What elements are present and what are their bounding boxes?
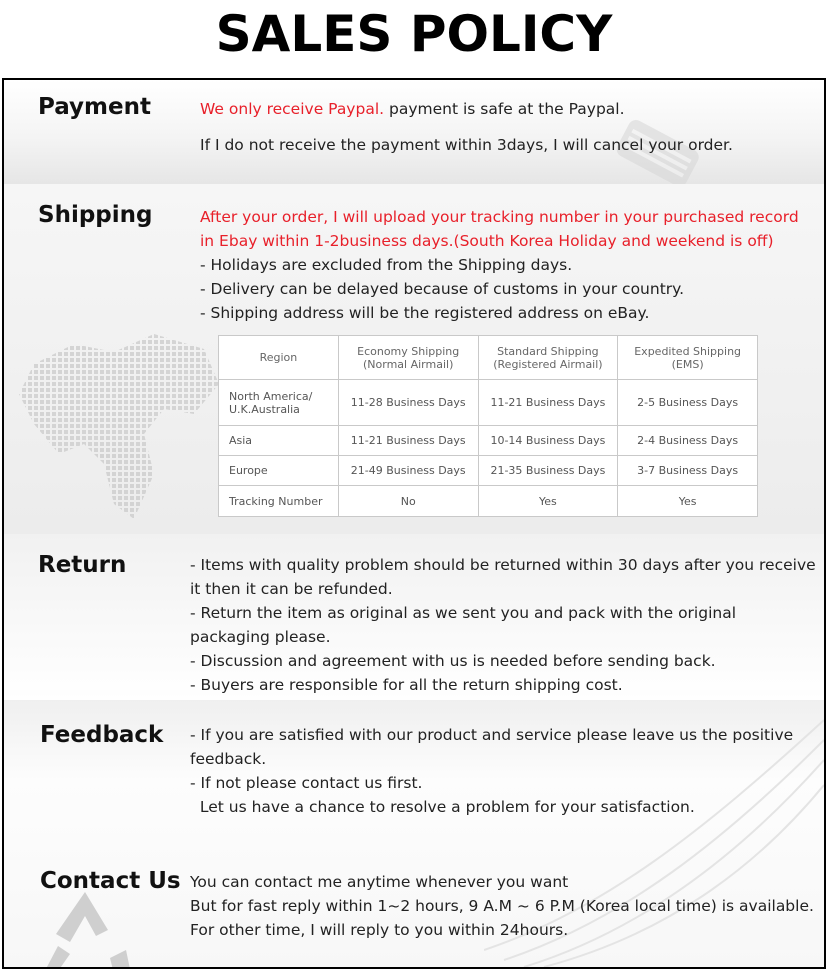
- shipping-bullet: - Shipping address will be the registered address on eBay.: [200, 304, 650, 322]
- feedback-line: feedback.: [190, 750, 267, 768]
- table-cell-region: Europe: [219, 456, 339, 486]
- table-cell: 11-21 Business Days: [338, 426, 478, 456]
- table-cell-region: Asia: [219, 426, 339, 456]
- table-cell: 10-14 Business Days: [478, 426, 618, 456]
- table-cell: Yes: [478, 486, 618, 517]
- contact-line: You can contact me anytime whenever you want: [190, 873, 569, 891]
- table-cell: Yes: [618, 486, 758, 517]
- contact-line: But for fast reply within 1~2 hours, 9 A.M ~ 6 P.M (Korea local time) is available.: [190, 897, 814, 915]
- payment-safe-text: payment is safe at the Paypal.: [384, 100, 625, 118]
- return-line: - Return the item as original as we sent you and pack with the original: [190, 604, 737, 622]
- table-cell: 21-49 Business Days: [338, 456, 478, 486]
- table-cell-region: North America/ U.K.Australia: [219, 380, 339, 426]
- return-line: packaging please.: [190, 628, 331, 646]
- return-line: - Discussion and agreement with us is needed before sending back.: [190, 652, 716, 670]
- table-header-row: [219, 336, 758, 380]
- table-header-standard: Standard Shipping (Registered Airmail): [478, 336, 618, 380]
- table-cell: 3-7 Business Days: [618, 456, 758, 486]
- table-cell: 2-4 Business Days: [618, 426, 758, 456]
- shipping-tracking-notice-1: After your order, I will upload your tracking number in your purchased record: [200, 208, 799, 226]
- payment-line-2: If I do not receive the payment within 3days, I will cancel your order.: [200, 136, 733, 154]
- table-cell: 21-35 Business Days: [478, 456, 618, 486]
- payment-line-1: [200, 97, 625, 121]
- contact-line: For other time, I will reply to you within 24hours.: [190, 921, 569, 939]
- payment-paypal-only: We only receive Paypal.: [200, 100, 385, 118]
- policy-frame: [2, 78, 826, 969]
- recycle-icon: [30, 888, 140, 967]
- shipping-bullet: - Holidays are excluded from the Shipping days.: [200, 256, 573, 274]
- table-row: [219, 380, 758, 426]
- world-map-icon: [4, 304, 234, 534]
- payment-heading: Payment: [38, 94, 151, 120]
- shipping-tracking-notice-2: in Ebay within 1-2business days.(South Korea Holiday and weekend is off): [200, 232, 774, 250]
- feedback-line: - If you are satisfied with our product and service please leave us the positive: [190, 726, 794, 744]
- contact-heading: Contact Us: [40, 868, 181, 894]
- return-line: - Items with quality problem should be returned within 30 days after you receive: [190, 556, 816, 574]
- page-title: SALES POLICY: [215, 5, 613, 63]
- table-row: [219, 456, 758, 486]
- table-cell: 11-21 Business Days: [478, 380, 618, 426]
- return-line: - Buyers are responsible for all the return shipping cost.: [190, 676, 623, 694]
- table-header-expedited: Expedited Shipping (EMS): [618, 336, 758, 380]
- return-heading: Return: [38, 552, 127, 578]
- shipping-section: [4, 184, 824, 534]
- shipping-bullet: - Delivery can be delayed because of customs in your country.: [200, 280, 685, 298]
- table-cell: 2-5 Business Days: [618, 380, 758, 426]
- feedback-heading: Feedback: [40, 722, 164, 748]
- table-cell-region: Tracking Number: [219, 486, 339, 517]
- table-header-region: Region: [219, 336, 339, 380]
- feedback-section: [4, 700, 824, 967]
- return-section: [4, 534, 824, 700]
- table-row: [219, 486, 758, 517]
- shipping-heading: Shipping: [38, 202, 153, 228]
- feedback-line: Let us have a chance to resolve a problem for your satisfaction.: [190, 798, 695, 816]
- table-row: [219, 426, 758, 456]
- return-line: it then it can be refunded.: [190, 580, 393, 598]
- payment-section: [4, 80, 824, 184]
- table-cell: 11-28 Business Days: [338, 380, 478, 426]
- table-cell: No: [338, 486, 478, 517]
- shipping-rate-table: [218, 335, 758, 517]
- table-header-economy: Economy Shipping (Normal Airmail): [338, 336, 478, 380]
- feedback-line: - If not please contact us first.: [190, 774, 423, 792]
